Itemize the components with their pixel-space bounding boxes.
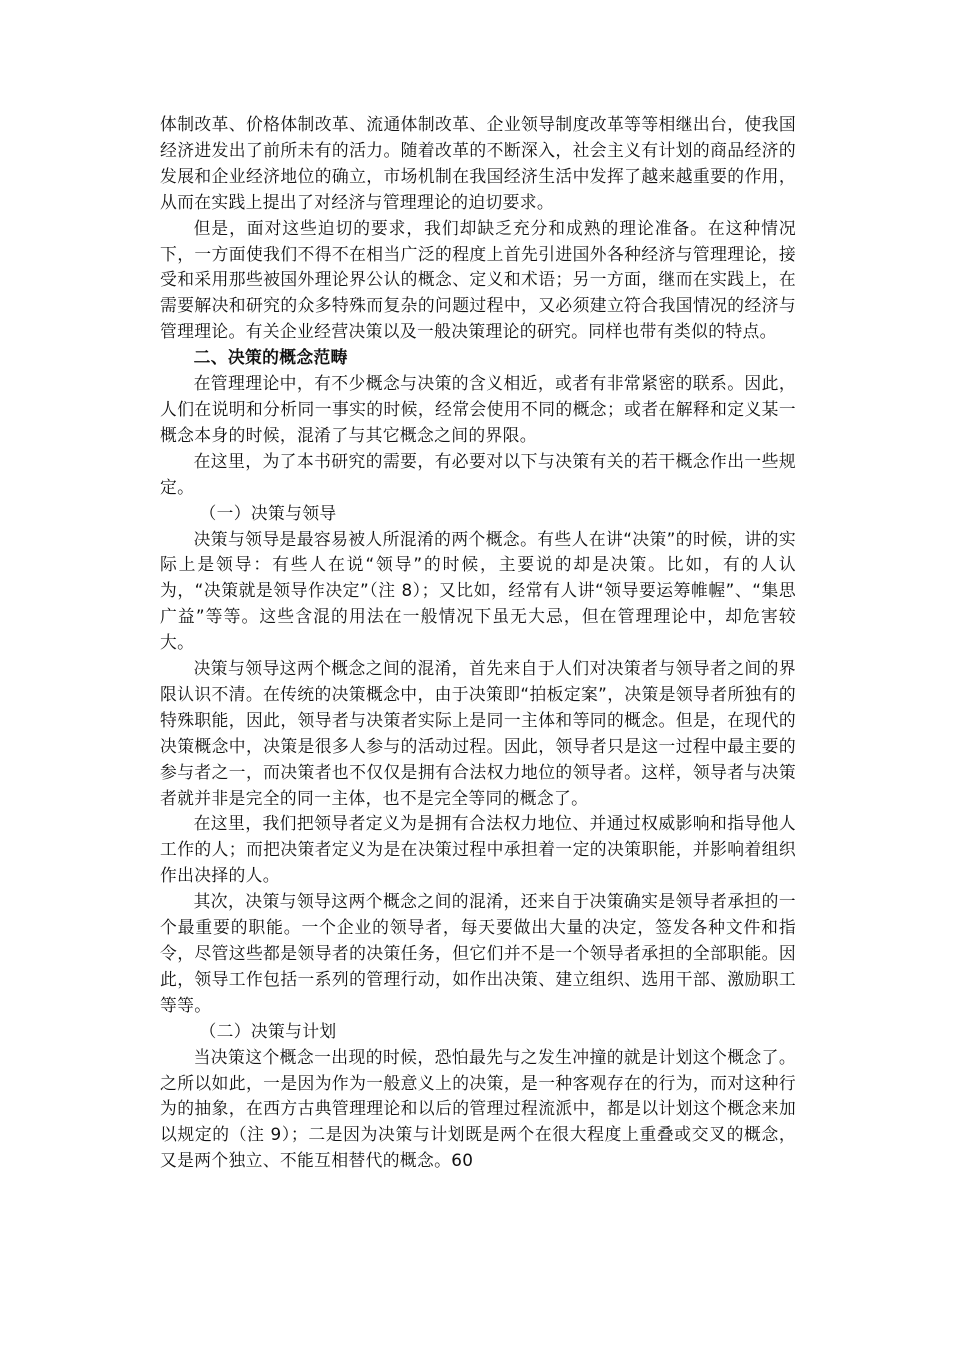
section-heading-decision-concept: 二、决策的概念范畴 xyxy=(193,347,348,368)
subsection-heading-decision-planning: （二）决策与计划 xyxy=(199,1020,337,1041)
document-page xyxy=(160,112,796,1174)
paragraph-theory-preparation: 但是，面对这些迫切的要求，我们却缺乏充分和成熟的理论准备。在这种情况下，一方面使我们不得不在相当广泛的程度上首先引进国外各种经济与管理理论，接受和采用那些被国外理论界公认的概念、定义和术语；另一方面，继而在实践上，在需要解决和研究的众多特殊而复杂的问题过程中，又必须建立符合我国情况的经济与管理理论。有关企业经营决策以及一般决策理论的研究。同样也带有类似的特点。 xyxy=(160,217,796,342)
paragraph-reform-continuation: 体制改革、价格体制改革、流通体制改革、企业领导制度改革等等相继出台，使我国经济进发出了前所未有的活力。随着改革的不断深入，社会主义有计划的商品经济的发展和企业经济地位的确立，市场机制在我国经济生活中发挥了越来越重要的作用，从而在实践上提出了对经济与管理理论的迫切要求。 xyxy=(160,114,796,212)
paragraph-definitions-intro: 在这里，为了本书研究的需要，有必要对以下与决策有关的若干概念作出一些规定。 xyxy=(160,450,796,497)
paragraph-decision-planning: 当决策这个概念一出现的时候，恐怕最先与之发生冲撞的就是计划这个概念了。之所以如此，一是因为作为一般意义上的决策，是一种客观存在的行为，而对这种行为的抽象，在西方古典管理理论和以后的管理过程流派中，都是以计划这个概念来加以规定的（注 9）；二是因为决策与计划既是两个在很大程度上重叠或交叉的概念，又是两个独立、不能互相替代的概念。60 xyxy=(160,1046,796,1171)
paragraph-decision-leadership-confusion: 决策与领导是最容易被人所混淆的两个概念。有些人在讲“决策”的时候，讲的实际上是领导：有些人在说“领导”的时候，主要说的却是决策。比如，有的人认为，“决策就是领导作决定”（注 8）；又比如，经常有人讲“领导要运筹帷幄”、“集思广益”等等。这些含混的用法在一般情况下虽无大忌，但在管理理论中，却危害较大。 xyxy=(160,528,796,653)
paragraph-decision-maker-leader: 决策与领导这两个概念之间的混淆，首先来自于人们对决策者与领导者之间的界限认识不清。在传统的决策概念中，由于决策即“拍板定案”，决策是领导者所独有的特殊职能，因此，领导者与决策者实际上是同一主体和等同的概念。但是，在现代的决策概念中，决策是很多人参与的活动过程。因此，领导者只是这一过程中最主要的参与者之一，而决策者也不仅仅是拥有合法权力地位的领导者。这样，领导者与决策者就并非是完全的同一主体，也不是完全等同的概念了。 xyxy=(160,658,796,808)
paragraph-leader-functions: 其次，决策与领导这两个概念之间的混淆，还来自于决策确实是领导者承担的一个最重要的职能。一个企业的领导者，每天要做出大量的决定，签发各种文件和指令，尽管这些都是领导者的决策任务，但它们并不是一个领导者承担的全部职能。因此，领导工作包括一系列的管理行动，如作出决策、建立组织、选用干部、激励职工等等。 xyxy=(160,891,796,1015)
paragraph-related-concepts: 在管理理论中，有不少概念与决策的含义相近，或者有非常紧密的联系。因此，人们在说明和分析同一事实的时候，经常会使用不同的概念；或者在解释和定义某一概念本身的时候，混淆了与其它概念之间的界限。 xyxy=(160,373,796,445)
paragraph-leader-definition: 在这里，我们把领导者定义为是拥有合法权力地位、并通过权威影响和指导他人工作的人；而把决策者定义为是在决策过程中承担着一定的决策职能，并影响着组织作出决择的人。 xyxy=(160,813,796,886)
subsection-heading-decision-leadership: （一）决策与领导 xyxy=(199,502,337,523)
